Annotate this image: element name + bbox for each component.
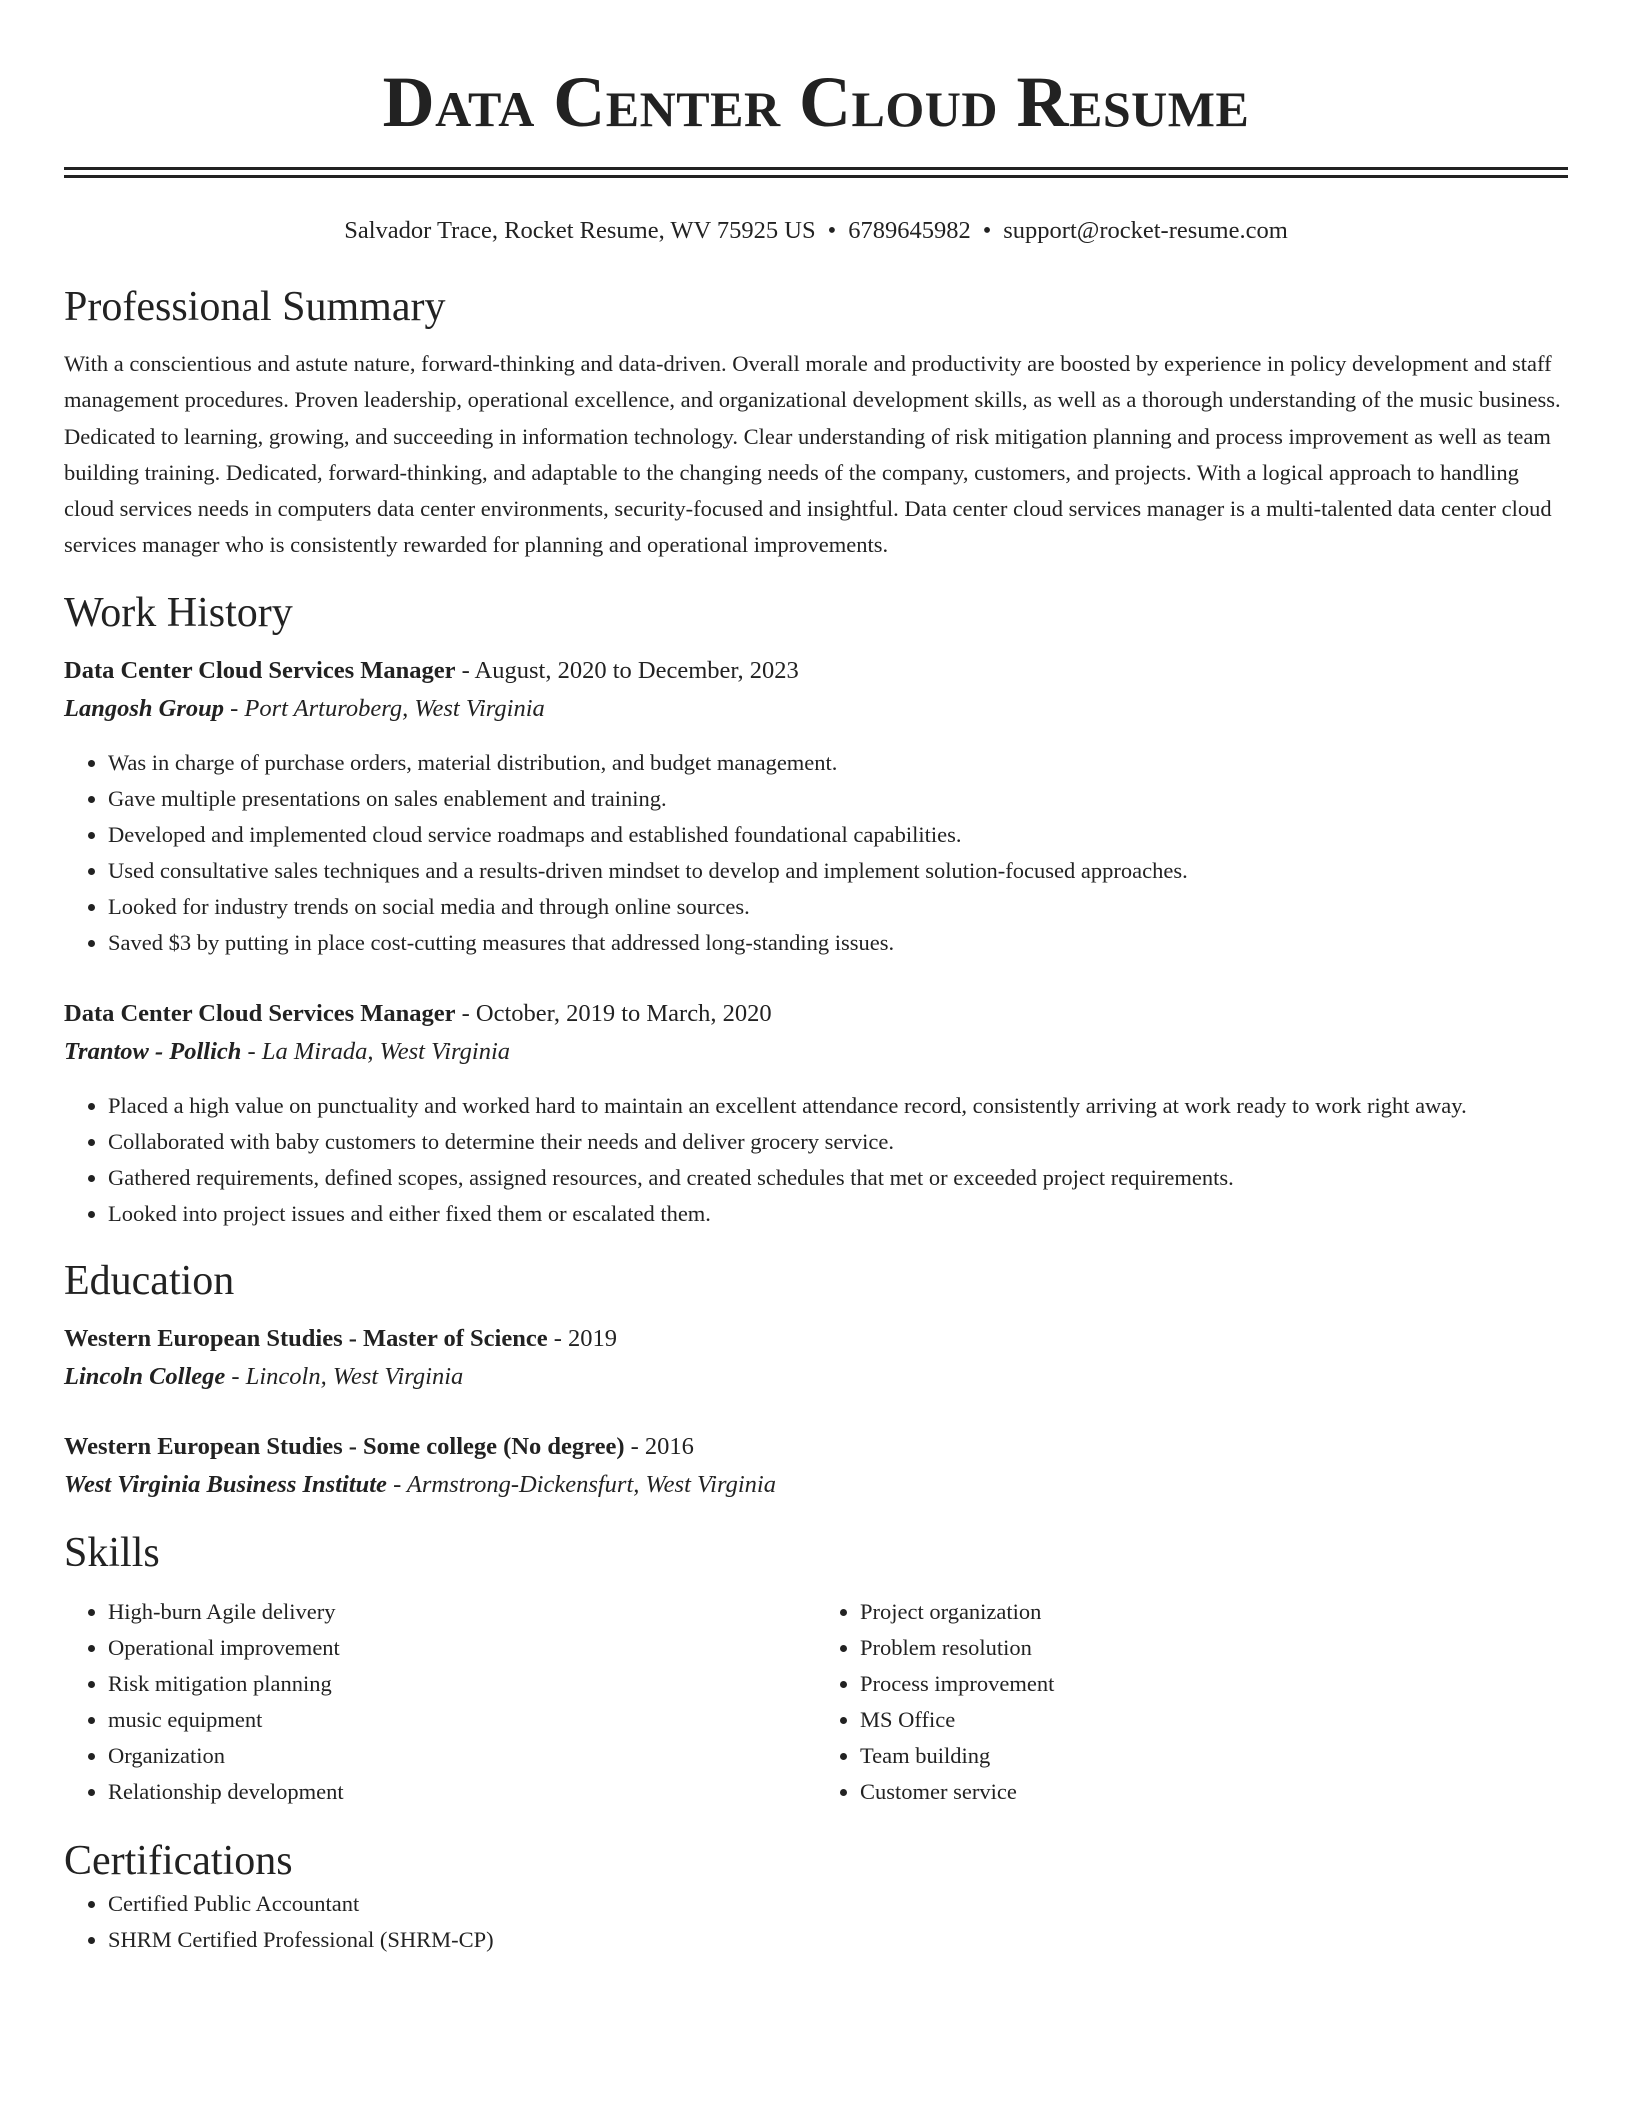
list-item: • Looked for industry trends on social media and through online sources. [108,889,1568,925]
job-dates: - August, 2020 to December, 2023 [455,656,799,684]
skills-column-right [816,1594,1568,1810]
list-item: • Risk mitigation planning [108,1666,816,1702]
list-item: • Organization [108,1738,816,1774]
job-employer [64,690,1568,728]
job-company: Langosh Group [64,694,224,722]
title-divider [64,167,1568,178]
job-header [64,652,1568,690]
list-item: • Operational improvement [108,1630,816,1666]
section-heading-education: Education [64,1257,235,1304]
section-heading-skills: Skills [64,1529,160,1576]
list-item: • Collaborated with baby customers to determine their needs and deliver grocery service. [108,1124,1568,1160]
list-item: • Used consultative sales techniques and a results-driven mindset to develop and implement solution-focused approaches. [108,853,1568,889]
section-heading-summary: Professional Summary [64,284,446,330]
job-entry [64,652,1568,961]
education-entry [64,1428,1568,1504]
section-heading-certifications: Certifications [64,1837,293,1884]
job-header [64,995,1568,1033]
contact-address: Salvador Trace, Rocket Resume, WV 75925 US [344,217,816,244]
skills-column-left [64,1594,816,1810]
job-bullets [64,745,1568,961]
list-item: • Certified Public Accountant [108,1886,1568,1922]
education-school: Lincoln College [64,1362,226,1390]
list-item: • Gathered requirements, defined scopes, assigned resources, and created schedules that met or exceeded project requirements. [108,1160,1568,1196]
list-item: • Saved $3 by putting in place cost-cutting measures that addressed long-standing issues. [108,925,1568,961]
job-dates: - October, 2019 to March, 2020 [455,999,772,1027]
list-item: • Relationship development [108,1774,816,1810]
summary-text: With a conscientious and astute nature, forward-thinking and data-driven. Overall morale and productivity are boosted by experience in policy development and staff management procedures. Proven leadership, operational excellence, and organizational development skills, as well as a thorough understanding of the music business. Dedicated to learning, growing, and succeeding in information technology. Clear understanding of risk mitigation planning and process improvement as well as team building training. Dedicated, forward-thinking, and adaptable to the changing needs of the company, customers, and projects. With a logical approach to handling cloud services needs in computers data center environments, security-focused and insightful. Data center cloud services manager is a multi-talented data center cloud services manager who is consistently rewarded for planning and operational improvements. [64,351,1561,558]
job-entry [64,995,1568,1232]
contact-phone: 6789645982 [848,217,971,244]
education-location: - Armstrong-Dickensfurt, West Virginia [386,1470,776,1498]
list-item: • Placed a high value on punctuality and worked hard to maintain an excellent attendance record, consistently arriving at work ready to work right away. [108,1088,1568,1124]
list-item: • Was in charge of purchase orders, material distribution, and budget management. [108,745,1568,781]
list-item: • Looked into project issues and either fixed them or escalated them. [108,1196,1568,1232]
education-degree: Western European Studies - Master of Science [64,1324,548,1352]
job-location: - Port Arturoberg, West Virginia [223,694,545,722]
education-entry [64,1320,1568,1396]
job-title: Data Center Cloud Services Manager [64,999,456,1027]
education-year: - 2019 [547,1324,618,1352]
list-item: • Project organization [860,1594,1568,1630]
list-item: • Team building [860,1738,1568,1774]
certifications-list [64,1886,1568,1958]
skills-list [64,1594,1568,1810]
list-item: • MS Office [860,1702,1568,1738]
job-company: Trantow - Pollich [64,1037,242,1065]
contact-separator: • [827,217,837,244]
education-school: West Virginia Business Institute [64,1470,387,1498]
list-item: • Gave multiple presentations on sales enablement and training. [108,781,1568,817]
section-heading-work: Work History [64,589,293,636]
contact-separator: • [982,217,992,244]
education-header [64,1320,1568,1358]
list-item: • Developed and implemented cloud service roadmaps and established foundational capabilities. [108,817,1568,853]
job-title: Data Center Cloud Services Manager [64,656,456,684]
education-degree: Western European Studies - Some college (No degree) [64,1432,625,1460]
job-location: - La Mirada, West Virginia [241,1037,511,1065]
list-item: • SHRM Certified Professional (SHRM-CP) [108,1922,1568,1958]
list-item: • High-burn Agile delivery [108,1594,816,1630]
education-school-line [64,1358,1568,1396]
contact-email: support@rocket-resume.com [1003,217,1288,244]
contact-line [64,214,1568,248]
education-school-line [64,1466,1568,1504]
education-location: - Lincoln, West Virginia [225,1362,464,1390]
education-year: - 2016 [624,1432,694,1460]
list-item: • Process improvement [860,1666,1568,1702]
job-employer [64,1033,1568,1071]
resume-title: Data Center Cloud Resume [382,62,1250,142]
job-bullets [64,1088,1568,1232]
list-item: • Problem resolution [860,1630,1568,1666]
list-item: • Customer service [860,1774,1568,1810]
list-item: • music equipment [108,1702,816,1738]
education-header [64,1428,1568,1466]
